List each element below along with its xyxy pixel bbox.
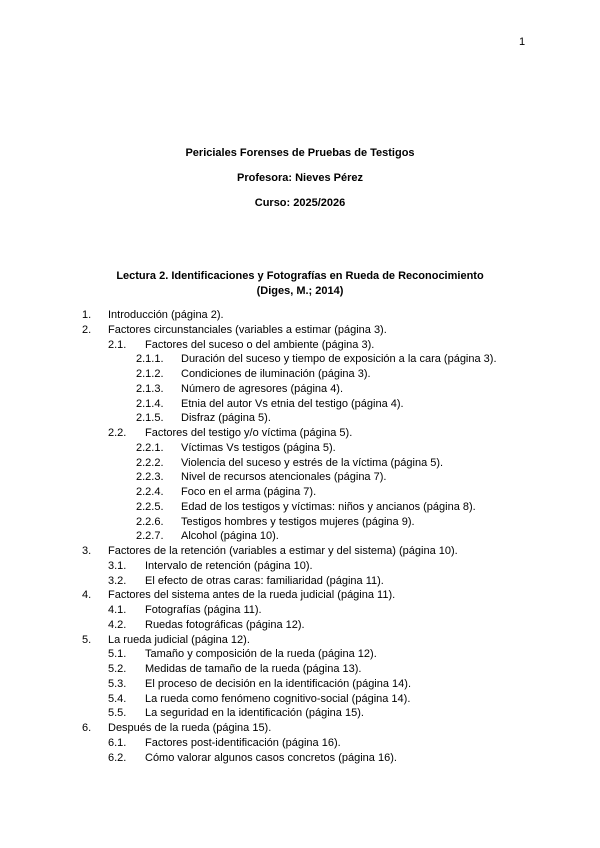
toc-item	[0, 412, 600, 427]
toc-item	[0, 619, 600, 634]
toc-item-text: Factores post-identificación (página 16).	[145, 736, 341, 749]
toc-item	[0, 339, 600, 354]
toc-item	[0, 752, 600, 767]
toc-item-text: Factores del suceso o del ambiente (página 3).	[145, 338, 375, 351]
toc-item-text: El proceso de decisión en la identificación (página 14).	[145, 677, 411, 690]
toc-item	[0, 516, 600, 531]
toc-item-text: La seguridad en la identificación (página 15).	[145, 707, 364, 720]
toc-item-text: El efecto de otras caras: familiaridad (página 11).	[145, 574, 384, 587]
toc-item	[0, 383, 600, 398]
toc-item	[0, 560, 600, 575]
toc-item-text: Condiciones de iluminación (página 3).	[181, 368, 371, 380]
toc-item-text: Factores del testigo y/o víctima (página 5).	[145, 427, 353, 439]
toc-item-text: Duración del suceso y tiempo de exposición a la cara (página 3).	[181, 353, 497, 366]
toc-item-text: Tamaño y composición de la rueda (página 12).	[145, 648, 377, 661]
toc-item-number: 4.1.	[108, 604, 127, 616]
toc-item-number: 3.	[82, 545, 92, 557]
toc-item-number: 2.2.1.	[136, 441, 164, 454]
toc-item	[0, 427, 600, 442]
toc-item	[0, 530, 600, 545]
toc-item	[0, 634, 600, 649]
toc-item	[0, 575, 600, 590]
page-number: 1	[519, 36, 526, 48]
toc-item-number: 2.2.7.	[136, 530, 164, 543]
toc-item	[0, 589, 600, 604]
toc-item-number: 2.1.1.	[136, 353, 164, 366]
toc-item	[0, 737, 600, 752]
toc-item-number: 2.2.3.	[136, 471, 164, 484]
toc-item	[0, 693, 600, 708]
toc-item-number: 2.2.4.	[136, 486, 164, 498]
toc-item-number: 2.	[82, 323, 92, 336]
toc-item	[0, 398, 600, 413]
toc-item-text: Víctimas Vs testigos (página 5).	[181, 441, 336, 454]
toc-item-number: 2.1.	[108, 338, 127, 351]
toc-item-text: Etnia del autor Vs etnia del testigo (página 4).	[181, 397, 404, 410]
toc-item-text: Factores de la retención (variables a estimar y del sistema) (página 10).	[108, 545, 458, 557]
toc-item-text: Testigos hombres y testigos mujeres (página 9).	[181, 515, 415, 528]
toc-item-number: 1.	[82, 309, 92, 321]
toc-item-text: Número de agresores (página 4).	[181, 382, 344, 395]
toc-item-number: 2.2.2.	[136, 456, 164, 469]
toc-item-number: 2.1.2.	[136, 368, 164, 380]
toc-item	[0, 678, 600, 693]
lecture-title: Lectura 2. Identificaciones y Fotografías en Rueda de Reconocimiento	[116, 270, 484, 282]
toc-item-text: Factores del sistema antes de la rueda judicial (página 11).	[108, 589, 396, 602]
toc-item-number: 3.2.	[108, 574, 127, 587]
toc-item-text: Alcohol (página 10).	[181, 530, 279, 543]
toc-item-number: 2.2.	[108, 427, 127, 439]
toc-item-number: 5.3.	[108, 677, 127, 690]
toc-item-text: Foco en el arma (página 7).	[181, 486, 317, 498]
toc-item-text: Intervalo de retención (página 10).	[145, 559, 313, 572]
toc-item-text: Edad de los testigos y víctimas: niños y ancianos (página 8).	[181, 500, 476, 513]
document-title: Periciales Forenses de Pruebas de Testigos	[185, 147, 415, 159]
toc-item-number: 2.1.3.	[136, 382, 164, 395]
toc-item	[0, 663, 600, 678]
toc-item-number: 5.2.	[108, 663, 127, 675]
toc-item-number: 2.2.5.	[136, 500, 164, 513]
toc-item-text: Violencia del suceso y estrés de la víctima (página 5).	[181, 456, 444, 469]
toc-item-number: 4.	[82, 589, 92, 602]
toc-item-number: 6.1.	[108, 736, 127, 749]
course-line: Curso: 2025/2026	[254, 197, 346, 209]
toc-item	[0, 722, 600, 737]
toc-item	[0, 545, 600, 560]
toc-item-number: 6.	[82, 722, 92, 734]
toc-item	[0, 368, 600, 383]
toc-item	[0, 457, 600, 472]
lecture-citation: (Diges, M.; 2014)	[256, 285, 344, 297]
toc-item-text: Fotografías (página 11).	[145, 604, 262, 616]
toc-item-number: 5.5.	[108, 707, 127, 720]
toc-item-number: 3.1.	[108, 559, 127, 572]
toc-item	[0, 604, 600, 619]
toc-item-text: Cómo valorar algunos casos concretos (página 16).	[145, 751, 397, 764]
table-of-contents	[0, 309, 600, 766]
toc-item-text: Disfraz (página 5).	[181, 412, 271, 425]
toc-item	[0, 353, 600, 368]
toc-item-number: 5.4.	[108, 692, 127, 705]
toc-item-text: Después de la rueda (página 15).	[108, 722, 272, 734]
toc-item	[0, 442, 600, 457]
toc-item	[0, 324, 600, 339]
toc-item-text: Medidas de tamaño de la rueda (página 13).	[145, 663, 362, 675]
toc-item-text: Factores circunstanciales (variables a estimar (página 3).	[108, 323, 387, 336]
toc-item	[0, 486, 600, 501]
toc-item	[0, 501, 600, 516]
toc-item-text: Nivel de recursos atencionales (página 7).	[181, 471, 387, 484]
toc-item-number: 2.1.4.	[136, 397, 164, 410]
toc-item-text: La rueda como fenómeno cognitivo-social (página 14).	[145, 692, 411, 705]
toc-item-number: 6.2.	[108, 751, 127, 764]
toc-item-text: La rueda judicial (página 12).	[108, 633, 250, 646]
toc-item-text: Ruedas fotográficas (página 12).	[145, 618, 305, 631]
toc-item-number: 2.2.6.	[136, 515, 164, 528]
lecture-heading	[0, 269, 600, 299]
toc-item-number: 5.1.	[108, 648, 127, 661]
toc-item	[0, 648, 600, 663]
toc-item	[0, 309, 600, 324]
toc-item	[0, 471, 600, 486]
toc-item	[0, 707, 600, 722]
professor-line: Profesora: Nieves Pérez	[237, 172, 363, 184]
toc-item-number: 4.2.	[108, 618, 127, 631]
toc-item-number: 2.1.5.	[136, 412, 164, 425]
toc-item-number: 5.	[82, 633, 92, 646]
toc-item-text: Introducción (página 2).	[108, 309, 224, 321]
